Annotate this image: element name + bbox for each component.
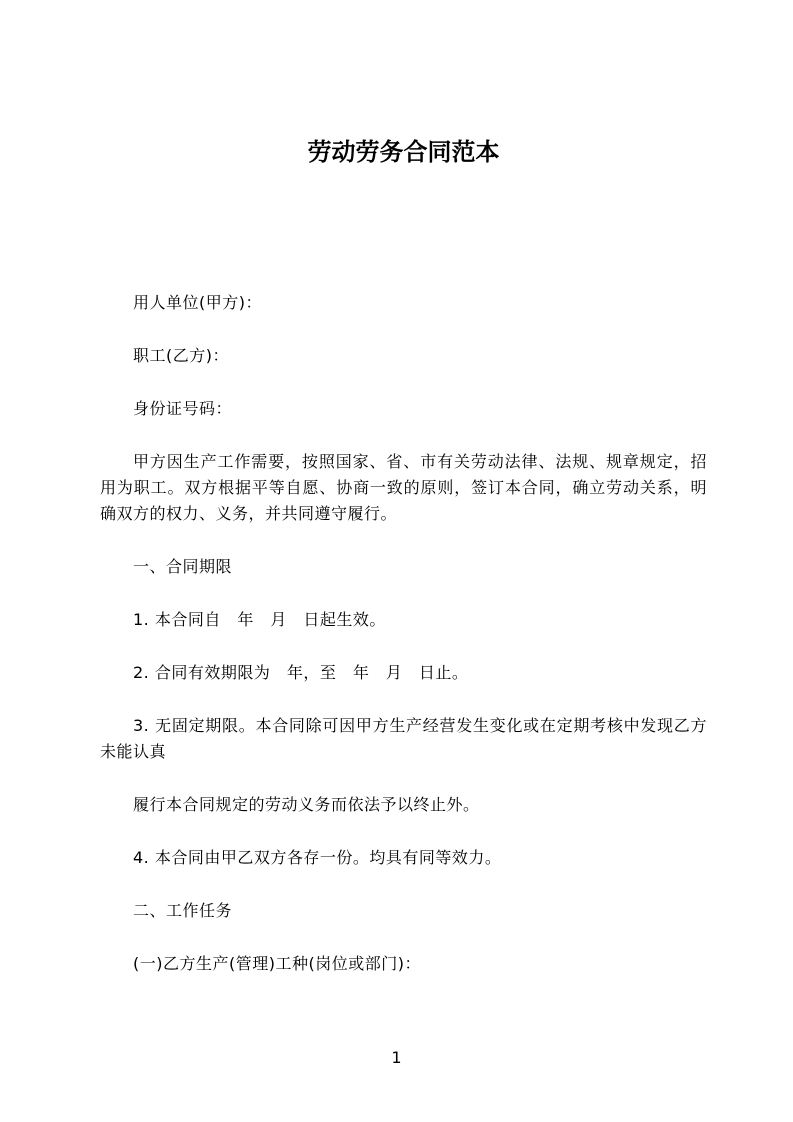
clause-2-1-job-position: (一)乙方生产(管理)工种(岗位或部门)： [133, 954, 421, 973]
page-number: 1 [391, 1048, 402, 1067]
paragraph-id-number: 身份证号码： [133, 399, 233, 418]
clause-1-4-copies: 4. 本合同由甲乙双方各存一份。均具有同等效力。 [133, 848, 502, 867]
paragraph-employer-party-a: 用人单位(甲方)： [133, 293, 262, 312]
paragraph-intro: 甲方因生产工作需要，按照国家、省、市有关劳动法律、法规、规章规定，招用为职工。双方根据平等自愿、协商一致的原则，签订本合同，确立劳动关系，明确双方的权力、义务，并共同遵守履行。 [100, 452, 707, 523]
clause-1-2-valid-period: 2. 合同有效期限为 年，至 年 月 日止。 [133, 663, 469, 682]
heading-section-2-work-tasks: 二、工作任务 [133, 901, 233, 920]
clause-1-1-effective-date: 1. 本合同自 年 月 日起生效。 [133, 610, 386, 629]
paragraph-employee-party-b: 职工(乙方)： [133, 346, 229, 365]
clause-1-3-continued: 履行本合同规定的劳动义务而依法予以终止外。 [133, 795, 480, 814]
heading-section-1-contract-term: 一、合同期限 [133, 557, 233, 576]
document-title: 劳动劳务合同范本 [307, 138, 500, 166]
clause-1-3-open-ended-term: 3. 无固定期限。本合同除可因甲方生产经营发生变化或在定期考核中发现乙方未能认真 [100, 716, 707, 761]
